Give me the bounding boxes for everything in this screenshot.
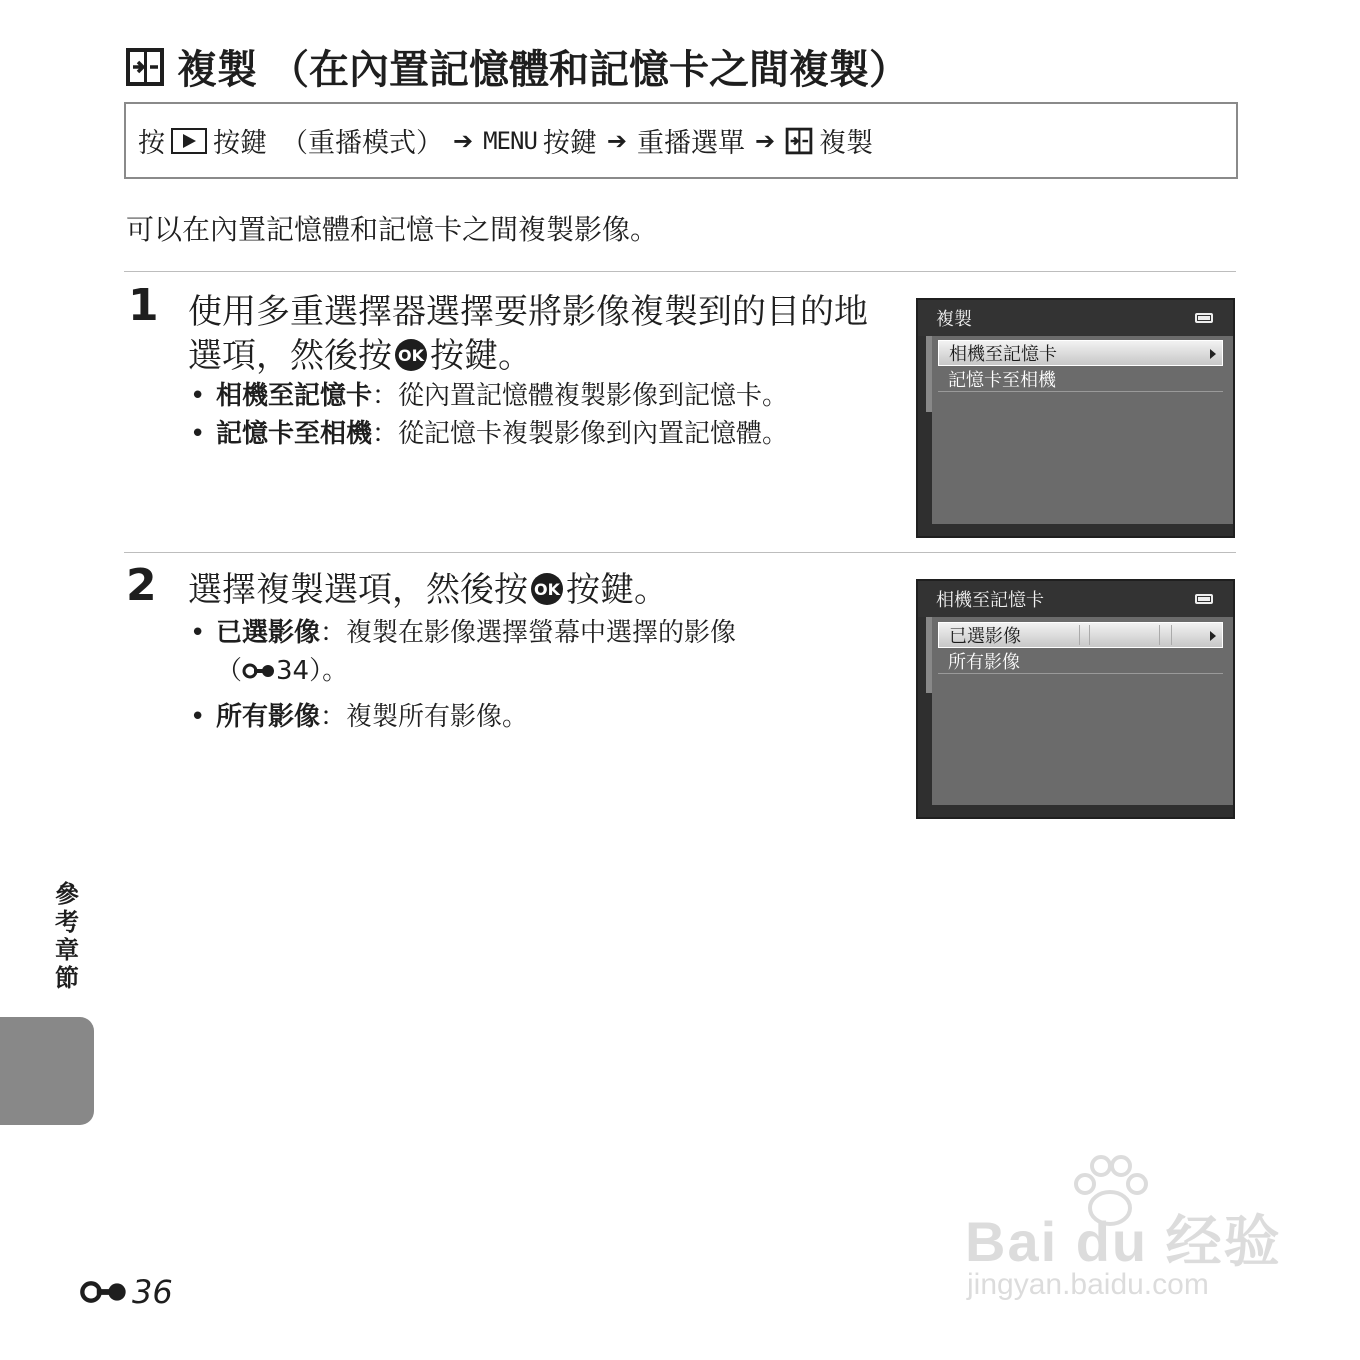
- play-button-icon: [171, 128, 207, 154]
- bullet-desc: ：從內置記憶體複製影像到記憶卡。: [372, 381, 789, 411]
- intro-text: 可以在內置記憶體和記憶卡之間複製影像。: [126, 213, 659, 246]
- ref-close: ）。: [309, 656, 349, 686]
- step-1-number: 1: [128, 280, 159, 331]
- arrow-icon: ➔: [755, 126, 776, 155]
- screen-header: [918, 300, 1233, 336]
- bullet-desc: ：從記憶卡複製影像到內置記憶體。: [372, 419, 789, 449]
- menu-item-label: 所有影像: [948, 651, 1020, 673]
- copy-icon: [785, 127, 813, 155]
- nav-menu: MENU: [483, 126, 537, 155]
- watermark: [965, 1150, 1285, 1310]
- page-title: [125, 38, 909, 95]
- step-2-bullets: [188, 614, 888, 736]
- divider: [124, 271, 1236, 272]
- ref-open: （: [216, 656, 243, 686]
- column-dividers: [1079, 623, 1222, 647]
- menu-item-label: 記憶卡至相機: [948, 369, 1056, 391]
- battery-icon: [1195, 313, 1213, 323]
- step-2-number: 2: [126, 560, 157, 611]
- list-item: [188, 614, 788, 690]
- nav-press: 按: [138, 128, 165, 159]
- arrow-icon: ➔: [453, 126, 474, 155]
- menu-item-selected[interactable]: [938, 622, 1223, 648]
- watermark-brand: Bai du 经验: [965, 1210, 1282, 1273]
- caret-right-icon: [1210, 349, 1216, 359]
- page-number: [78, 1273, 173, 1311]
- nav-menu-name: 重播選單: [637, 128, 746, 159]
- reference-icon: [242, 662, 276, 680]
- list-item: [188, 377, 888, 415]
- step-2-text-b: 按鍵。: [566, 570, 668, 610]
- divider: [124, 552, 1236, 553]
- list-item: [188, 698, 888, 736]
- nav-item: 複製: [819, 128, 874, 159]
- screen-menu: [932, 336, 1233, 524]
- screen-title: 相機至記憶卡: [936, 590, 1044, 611]
- svg-text:OK: OK: [398, 346, 424, 365]
- menu-item-selected[interactable]: [938, 340, 1223, 366]
- screen-header: [918, 581, 1233, 617]
- step-1-bullets: [188, 377, 888, 453]
- camera-screen-1: [916, 298, 1235, 538]
- step-2-text: [188, 568, 888, 612]
- svg-text:OK: OK: [534, 580, 560, 599]
- menu-item-label: 相機至記憶卡: [949, 344, 1057, 365]
- bullet-desc: ：複製所有影像。: [320, 702, 529, 732]
- bullet-term: 所有影像: [216, 702, 321, 732]
- title-main: 複製: [177, 47, 257, 93]
- ref-number: 34: [276, 656, 310, 686]
- camera-screen-2: [916, 579, 1235, 819]
- screen-menu: [932, 617, 1233, 805]
- bullet-desc: ：複製在影像選擇螢幕中選擇的影像: [320, 618, 737, 648]
- watermark-url: jingyan.baidu.com: [967, 1268, 1209, 1301]
- step-1-text-b: 按鍵。: [430, 336, 532, 376]
- arrow-icon: ➔: [606, 126, 628, 155]
- copy-icon: [125, 47, 165, 87]
- battery-icon: [1195, 594, 1213, 604]
- nav-key-label: 按鍵: [213, 128, 267, 159]
- menu-item[interactable]: [938, 366, 1223, 392]
- reference-icon: [78, 1279, 130, 1305]
- bullet-term: 相機至記憶卡: [216, 381, 373, 411]
- nav-menu-key: 按鍵: [542, 128, 597, 159]
- list-item: [188, 415, 888, 453]
- section-tab: [0, 1017, 94, 1125]
- step-2-text-a: 選擇複製選項，然後按: [188, 570, 528, 610]
- menu-path-box: [124, 102, 1238, 179]
- page-number-value: 36: [132, 1273, 173, 1311]
- bullet-term: 已選影像: [216, 618, 321, 648]
- title-sub: （在內置記憶體和記憶卡之間複製）: [269, 47, 909, 93]
- section-label: 參考章節: [55, 880, 79, 992]
- menu-item[interactable]: [938, 648, 1223, 674]
- nav-mode: （重播模式）: [281, 128, 443, 159]
- step-1-text-a: 使用多重選擇器選擇要將影像複製到的目的地選項，然後按: [188, 292, 868, 376]
- bullet-term: 記憶卡至相機: [216, 419, 373, 449]
- caret-right-icon: [1210, 631, 1216, 641]
- ok-button-icon: [394, 338, 428, 372]
- ok-button-icon: [530, 572, 564, 606]
- screen-title: 複製: [936, 309, 972, 330]
- menu-item-label: 已選影像: [949, 626, 1021, 647]
- step-1-text: [188, 290, 888, 378]
